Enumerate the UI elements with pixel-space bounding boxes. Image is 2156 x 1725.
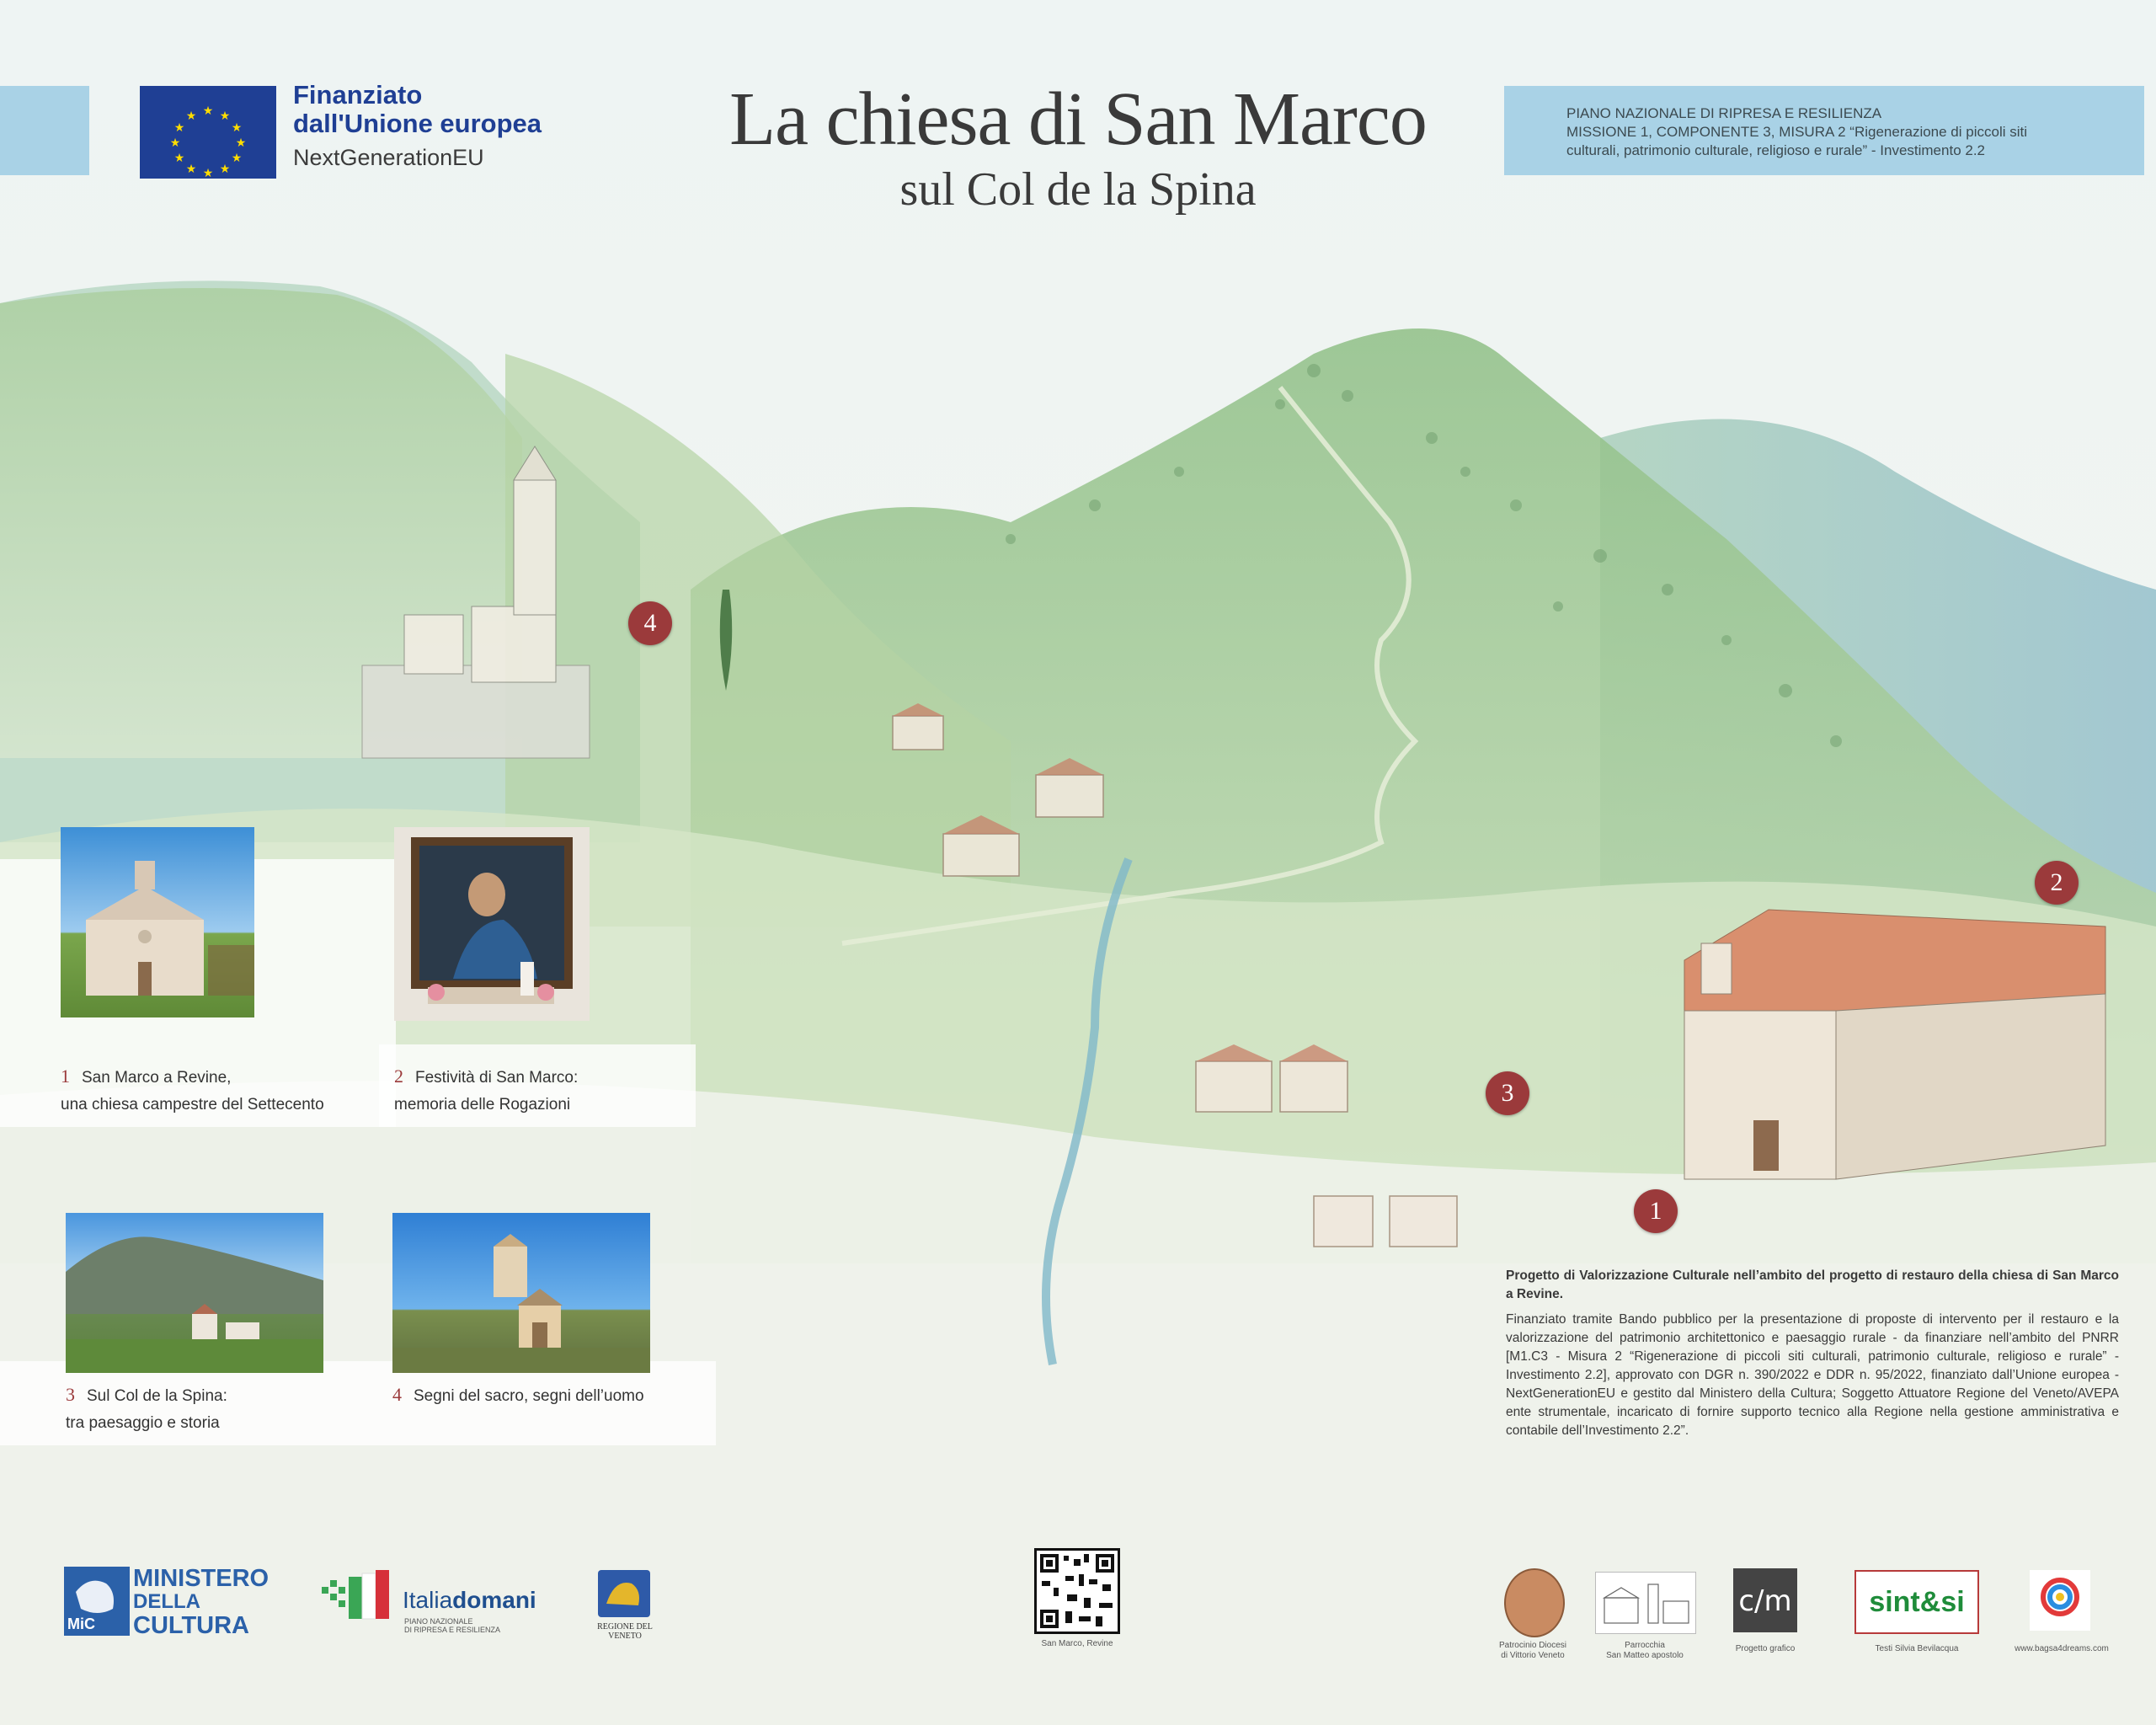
parrocchia-line-2: San Matteo apostolo (1606, 1651, 1684, 1660)
italiadomani-b: domani (452, 1587, 536, 1613)
bagsa4dreams-logo-icon (2030, 1570, 2090, 1631)
svg-text:★: ★ (185, 109, 197, 123)
map-marker-1[interactable]: 1 (1634, 1189, 1678, 1233)
svg-text:★: ★ (219, 109, 231, 123)
web-label: www.bagsa4dreams.com (2015, 1644, 2109, 1653)
svg-text:★: ★ (173, 152, 185, 165)
page-title: La chiesa di San Marco (729, 77, 1427, 161)
svg-text:★: ★ (231, 152, 243, 165)
project-description-heading: Progetto di Valorizzazione Culturale nell’ambito del progetto di restauro della chiesa di San Marco a Revine. (1506, 1268, 2119, 1301)
qr-code-icon[interactable] (1034, 1548, 1120, 1634)
card-title-3: Sul Col de la Spina: (87, 1387, 227, 1405)
card-number-3: 3 (66, 1384, 75, 1405)
mic-logo-text (133, 1567, 269, 1637)
photo-san-marco-church[interactable] (61, 827, 254, 1017)
svg-text:★: ★ (173, 121, 185, 135)
pnrr-info-box (1504, 86, 2144, 175)
svg-text:★: ★ (235, 136, 247, 150)
photo-segni-del-sacro[interactable] (392, 1213, 650, 1373)
mic-logo-icon (64, 1567, 130, 1636)
italiadomani-sub (404, 1617, 500, 1634)
eu-line-2: dall'Unione europea (293, 109, 542, 138)
map-marker-4[interactable]: 4 (628, 601, 672, 645)
italiadomani-sub-2: DI RIPRESA E RESILIENZA (404, 1626, 501, 1634)
parrocchia-label (1590, 1641, 1700, 1661)
svg-text:★: ★ (202, 104, 214, 118)
card-caption-1 (61, 1063, 324, 1119)
sint-si-logo (1854, 1570, 1979, 1634)
svg-text:★: ★ (185, 163, 197, 176)
sint-si-text: sint&si (1869, 1586, 1965, 1618)
page-subtitle: sul Col de la Spina (899, 163, 1257, 216)
parrocchia-line-1: Parrocchia (1625, 1641, 1665, 1650)
card-caption-4 (392, 1381, 644, 1410)
italiadomani-a: Italia (403, 1587, 453, 1613)
card-caption-2 (394, 1063, 578, 1119)
card-title-4: Segni del sacro, segni dell’uomo (414, 1387, 644, 1405)
pnrr-line-1: PIANO NAZIONALE DI RIPRESA E RESILIENZA (1566, 105, 1882, 121)
card-subtitle-1: una chiesa campestre del Settecento (61, 1096, 324, 1114)
photo-san-marco-painting[interactable] (394, 827, 590, 1021)
mic-line-1: MINISTERO (133, 1565, 270, 1592)
patrocinio-label (1482, 1641, 1583, 1661)
svg-text:★: ★ (169, 136, 181, 150)
project-description (1506, 1267, 2119, 1440)
patrocinio-line-2: di Vittorio Veneto (1501, 1651, 1565, 1660)
svg-text:★: ★ (202, 167, 214, 179)
testi-label: Testi Silvia Bevilacqua (1875, 1644, 1959, 1653)
parrocchia-drawing-icon (1595, 1572, 1696, 1634)
veneto-lion-icon (598, 1570, 650, 1617)
map-marker-2[interactable]: 2 (2035, 861, 2079, 905)
pnrr-line-3: culturali, patrimonio culturale, religioso e rurale” - Investimento 2.2 (1566, 142, 1986, 158)
svg-text:★: ★ (231, 121, 243, 135)
progetto-label: Progetto grafico (1735, 1644, 1796, 1653)
eu-line-3: NextGenerationEU (293, 145, 484, 170)
card-title-1: San Marco a Revine, (82, 1069, 232, 1087)
italiadomani-sub-1: PIANO NAZIONALE (404, 1617, 473, 1626)
svg-text:c/m: c/m (1738, 1584, 1792, 1618)
card-title-2: Festività di San Marco: (415, 1069, 579, 1087)
card-number-2: 2 (394, 1065, 403, 1087)
eu-line-1: Finanziato (293, 80, 423, 109)
patrocinio-line-1: Patrocinio Diocesi (1498, 1641, 1567, 1650)
card-caption-3 (66, 1381, 227, 1437)
card-number-1: 1 (61, 1065, 70, 1087)
card-subtitle-3: tra paesaggio e storia (66, 1414, 220, 1432)
mic-line-3: CULTURA (133, 1612, 249, 1639)
progetto-grafico-logo-icon (1733, 1568, 1797, 1632)
photo-col-de-la-spina[interactable] (66, 1213, 323, 1373)
qr-label: San Marco, Revine (1041, 1639, 1113, 1648)
svg-text:★: ★ (219, 163, 231, 176)
italiadomani-text (403, 1587, 536, 1614)
map-marker-3[interactable]: 3 (1486, 1071, 1529, 1115)
pnrr-line-2: MISSIONE 1, COMPONENTE 3, MISURA 2 “Rigenerazione di piccoli siti (1566, 124, 2027, 140)
mic-badge: MiC (67, 1616, 95, 1632)
mic-line-2: DELLA (133, 1590, 200, 1613)
project-description-body: Finanziato tramite Bando pubblico per la presentazione di proposte di intervento per il restauro e la valorizzazione del patrimonio architettonico e paesaggio rurale - da finanziare nell’ambito del PNRR [M1.C3 - Misura 2 “Rigenerazione di piccoli siti culturali, patrimonio culturale, religioso e rurale” - Investimento 2.2], approvato con DGR n. 390/2022 e DDR n. 95/2022, finanziato dall’Unione europea - NextGenerationEU e gestito dal Ministero della Cultura; Soggetto Attuatore Regione del Veneto/AVEPA ente strumentale, incaricato di fornire supporto tecnico alla Regione nella gestione amministrativa e contabile dell’Investimento 2.2”. (1506, 1312, 2119, 1438)
card-number-4: 4 (392, 1384, 402, 1405)
italiadomani-logo-icon (322, 1568, 394, 1624)
diocesi-seal-icon (1504, 1568, 1565, 1637)
card-subtitle-2: memoria delle Rogazioni (394, 1096, 571, 1114)
veneto-label: REGIONE DEL VENETO (597, 1622, 653, 1641)
san-marco-church-drawing (1684, 910, 2105, 1179)
